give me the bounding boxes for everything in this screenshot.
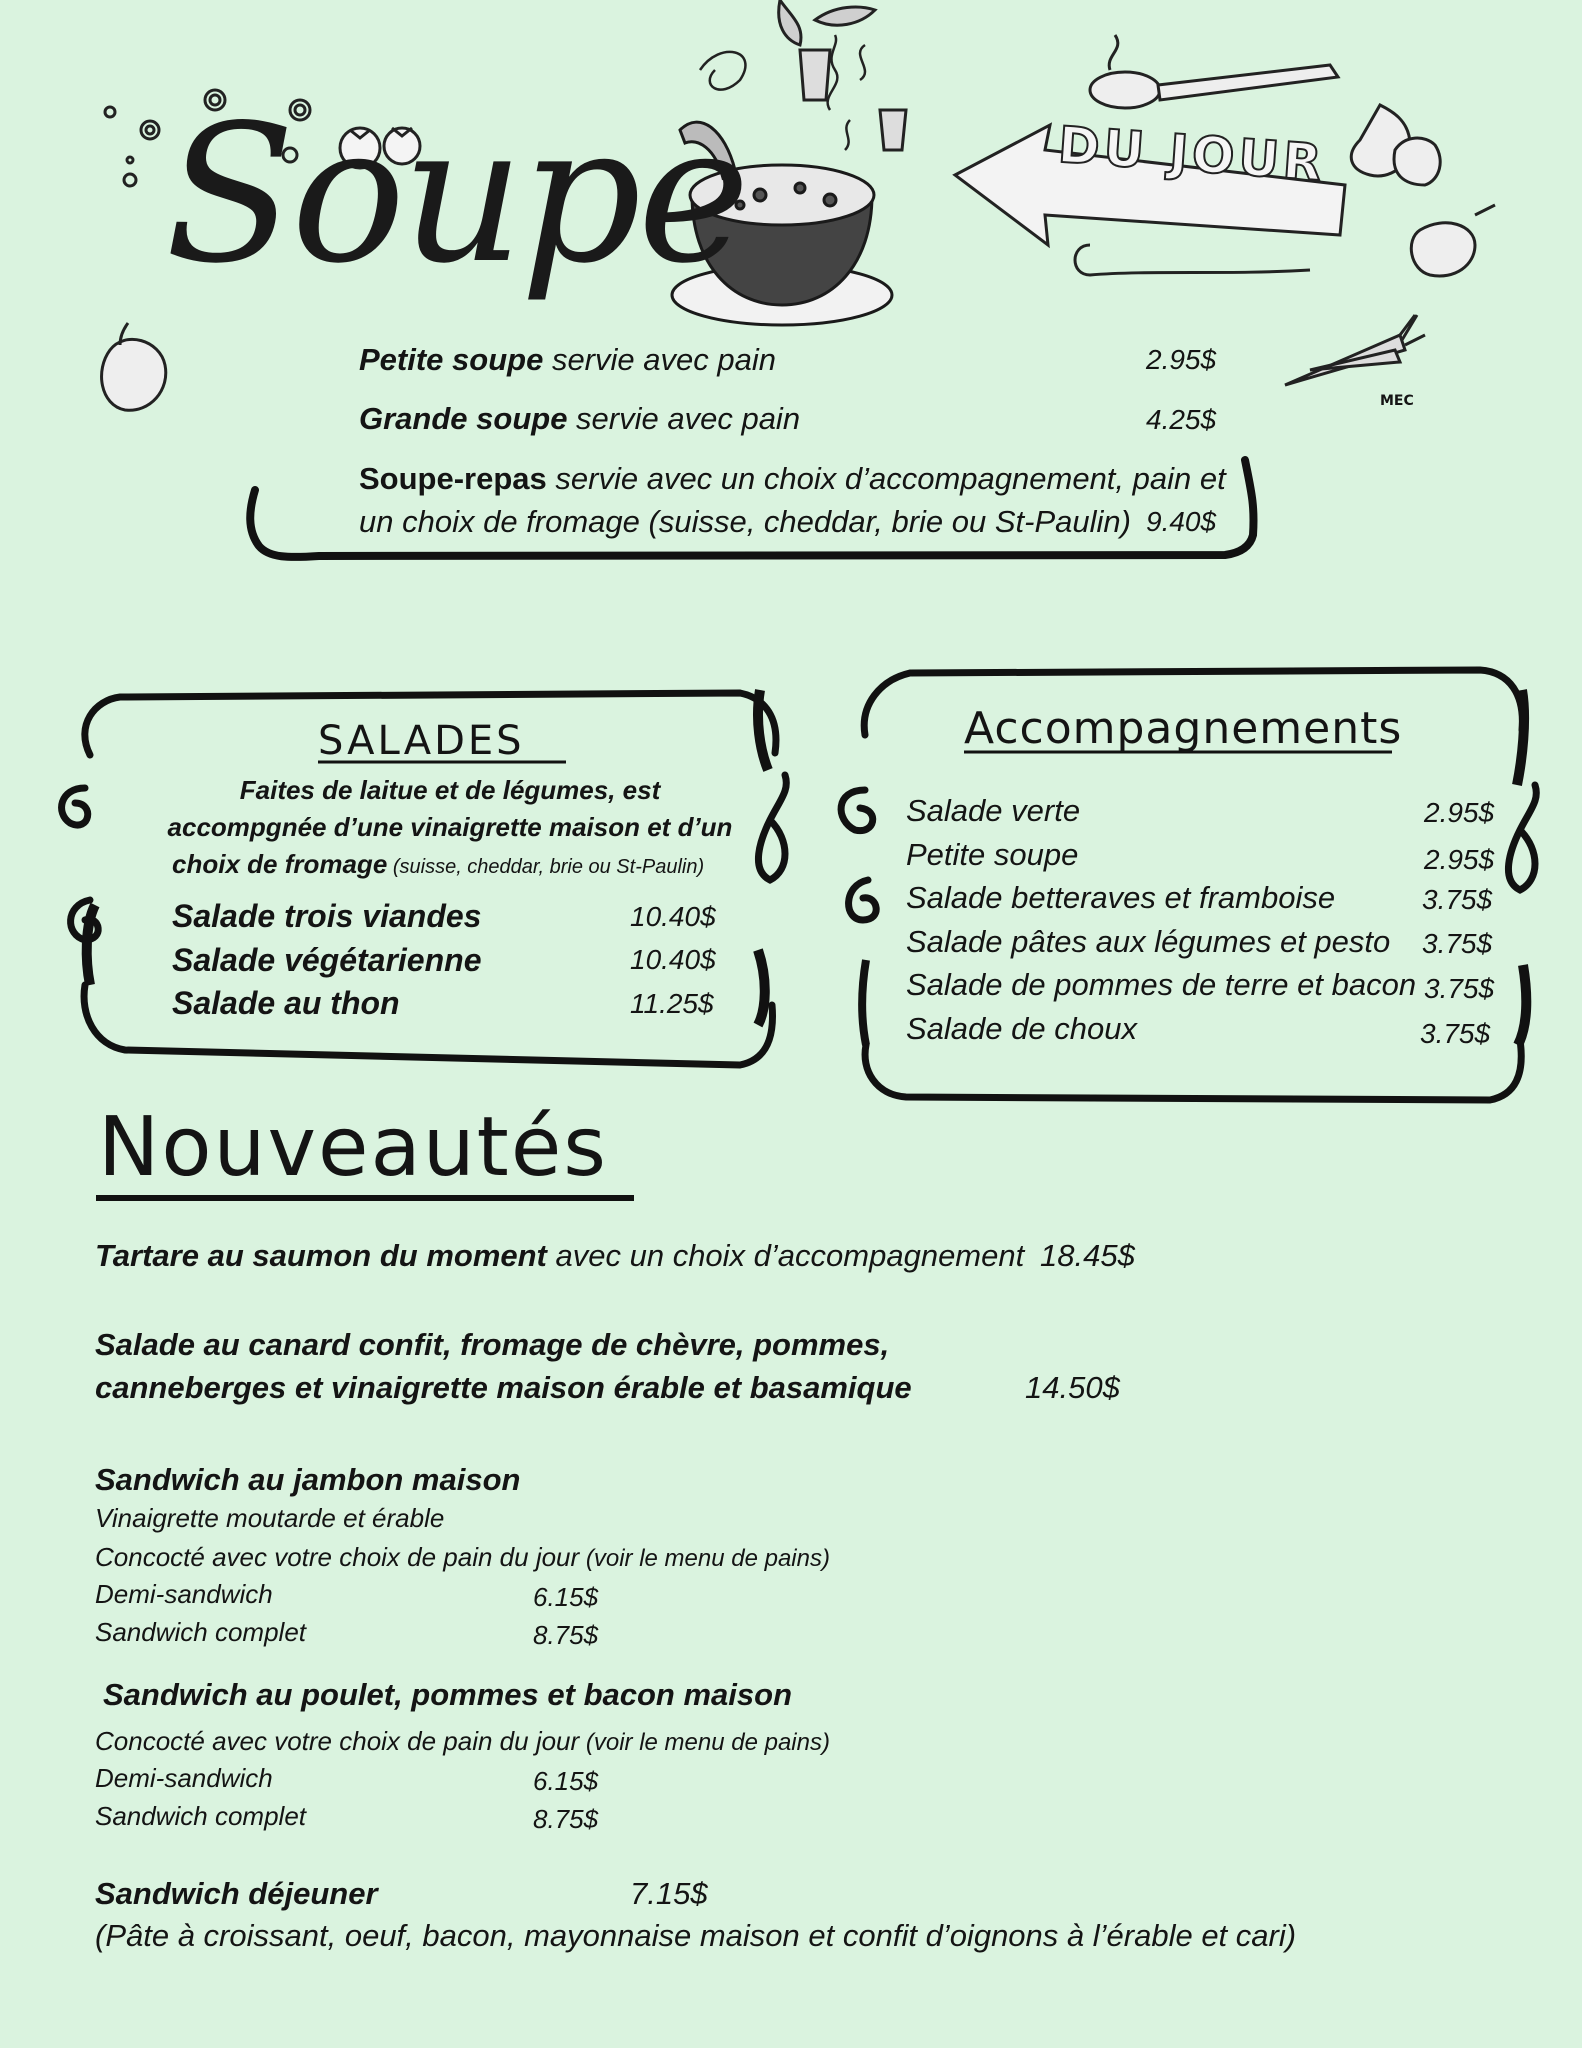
poulet-complet-label: Sandwich complet [95, 1801, 306, 1831]
item-desc: servie avec un choix d’accompagnement, pain et [546, 461, 1226, 496]
canard-price: 14.50$ [1025, 1370, 1120, 1405]
accomp-price: 3.75$ [1422, 884, 1493, 915]
soupe-price-petite: 2.95$ [1146, 344, 1217, 375]
accomp-item: Salade de choux [906, 1011, 1137, 1046]
tartare-item [95, 1238, 1024, 1274]
salade-item: Salade au thon [172, 985, 400, 1021]
artist-signature: MEC [1380, 393, 1414, 409]
jambon-complet-price: 8.75$ [533, 1620, 599, 1650]
salade-price: 10.40$ [630, 901, 716, 932]
salades-intro [160, 772, 740, 886]
soupe-item-grande [359, 401, 800, 437]
item-name: Soupe-repas [359, 461, 547, 496]
canard-line2: canneberges et vinaigrette maison érable et basamique [95, 1370, 912, 1405]
accomp-item: Salade de pommes de terre et bacon [906, 967, 1417, 1002]
jambon-line2-main: Concocté avec votre choix de pain du jour [95, 1542, 580, 1572]
leaf-icon [779, 0, 875, 45]
soupe-price-grande: 4.25$ [1146, 404, 1217, 435]
soupe-item-petite [359, 342, 776, 378]
accomp-item: Salade pâtes aux légumes et pesto [906, 924, 1391, 959]
accomp-price: 3.75$ [1424, 973, 1495, 1004]
dejeuner-desc: (Pâte à croissant, oeuf, bacon, mayonnaise maison et confit d’oignons à l’érable et cari) [95, 1918, 1297, 1953]
jambon-complet-label: Sandwich complet [95, 1617, 306, 1647]
accomp-item: Petite soupe [906, 837, 1079, 872]
item-name: Grande soupe [359, 401, 568, 436]
jambon-line2-note: (voir le menu de pains) [579, 1545, 830, 1572]
accomp-item: Salade verte [906, 793, 1081, 828]
jambon-demi-label: Demi-sandwich [95, 1579, 273, 1609]
soupe-price-repas: 9.40$ [1146, 506, 1217, 537]
item-desc: servie avec pain [543, 342, 776, 377]
du-jour-label: DU JOUR [1056, 115, 1328, 193]
poulet-line1-note: (voir le menu de pains) [579, 1729, 830, 1756]
poulet-title: Sandwich au poulet, pommes et bacon maison [103, 1677, 793, 1712]
carrot-icon [1285, 315, 1425, 385]
jambon-demi-price: 6.15$ [533, 1582, 599, 1612]
accompagnements-title: Accompagnements [964, 703, 1403, 754]
poulet-line1 [95, 1726, 830, 1757]
accomp-price: 3.75$ [1420, 1018, 1491, 1049]
jambon-title: Sandwich au jambon maison [95, 1462, 521, 1497]
accomp-price: 2.95$ [1424, 797, 1495, 828]
intro-fromage: choix de fromage [172, 849, 388, 879]
garlic-icon [1351, 105, 1440, 185]
salade-price: 10.40$ [630, 944, 716, 975]
item-desc: avec un choix d’accompagnement [546, 1238, 1025, 1273]
spoon-icon [1090, 35, 1338, 108]
pepper-icon [1411, 205, 1495, 276]
pepper-icon [102, 323, 166, 410]
salades-intro-line2: accompgnée d’une vinaigrette maison et d’un [167, 812, 733, 842]
item-desc: servie avec pain [567, 401, 801, 436]
tartare-price: 18.45$ [1040, 1238, 1135, 1273]
canard-line1: Salade au canard confit, fromage de chèvre, pommes, [95, 1327, 890, 1362]
poulet-demi-label: Demi-sandwich [95, 1763, 273, 1793]
salades-title: SALADES [318, 718, 525, 764]
accomp-price: 3.75$ [1422, 928, 1493, 959]
intro-fromage-options: (suisse, cheddar, brie ou St-Paulin) [387, 856, 705, 878]
accomp-price: 2.95$ [1424, 844, 1495, 875]
nouveautes-title: Nouveautés [98, 1100, 608, 1195]
poulet-demi-price: 6.15$ [533, 1766, 599, 1796]
poulet-line1-main: Concocté avec votre choix de pain du jour [95, 1726, 580, 1756]
dejeuner-title: Sandwich déjeuner [95, 1876, 378, 1911]
salade-item: Salade végétarienne [172, 942, 482, 978]
dejeuner-price: 7.15$ [630, 1876, 708, 1911]
poulet-complet-price: 8.75$ [533, 1804, 599, 1834]
salade-item: Salade trois viandes [172, 898, 482, 934]
salt-shaker-icon [800, 50, 906, 150]
salades-intro-line1: Faites de laitue et de légumes, est [239, 775, 661, 805]
jambon-line2 [95, 1542, 830, 1573]
soupe-title: Soupe [165, 84, 746, 305]
soupe-item-repas-line2: un choix de fromage (suisse, cheddar, brie ou St-Paulin) [359, 504, 1131, 539]
salade-price: 11.25$ [630, 988, 714, 1019]
soupe-item-repas [359, 461, 1226, 497]
accomp-item: Salade betteraves et framboise [906, 880, 1336, 915]
item-name: Tartare au saumon du moment [95, 1238, 547, 1273]
item-name: Petite soupe [359, 342, 544, 377]
jambon-line1: Vinaigrette moutarde et érable [95, 1503, 445, 1533]
salades-intro-line3 [160, 846, 740, 886]
